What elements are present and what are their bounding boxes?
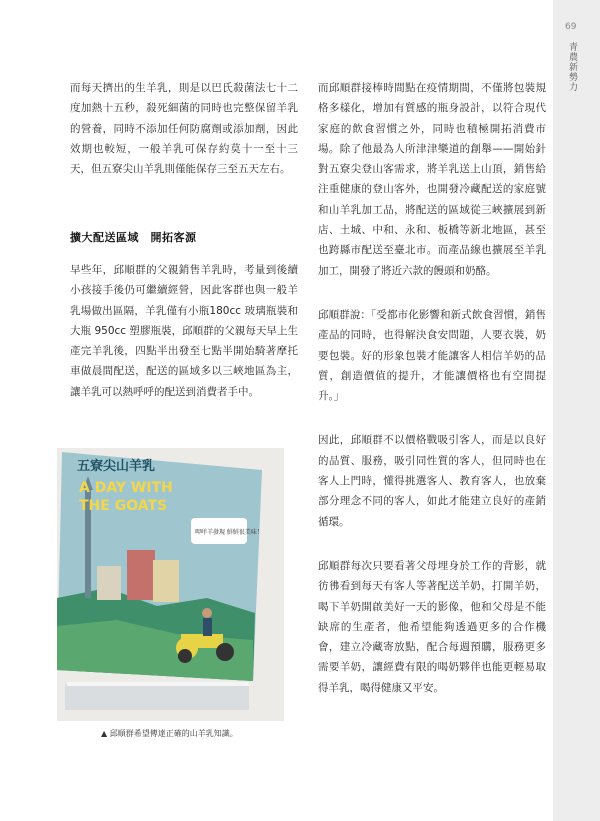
side-margin-bar — [553, 0, 600, 821]
left-column-lower — [70, 260, 298, 420]
book-title-cn: 五寮尖山羊乳 — [77, 459, 156, 474]
book-illustration — [57, 448, 284, 721]
paragraph: 因此，邱順群不以價格戰吸引客人，而是以良好的品質、服務，吸引同性質的客人，但同時也在客人上門時，懂得挑選客人、教育客人，也放棄部分理念不同的客人，如此才能建立良好的產銷循環。 — [318, 434, 546, 528]
left-column — [70, 78, 298, 197]
paragraph: 而邱順群接棒時間點在疫情期間，不僅將包裝規格多樣化，增加有質感的瓶身設計，以符合現代家庭的飲食習慣之外，同時也積極開拓消費市場。除了他最為人所津津樂道的創舉——開始針對五寮尖登山客需求，將羊乳送上山頂，銷售給注重健康的登山客外，也開發冷藏配送的家庭號和山羊乳加工品，將配送的區域從三峽擴展到新店、土城、中和、永和、板橋等新北地區，甚至也跨縣市配送至臺北市。而產品線也擴展至羊乳加工，開發了將近六款的饅頭和奶酪。 — [318, 82, 546, 277]
book-title-en-2: THE GOATS — [79, 498, 168, 514]
paragraph: 而每天擠出的生羊乳，則是以巴氏殺菌法七十二度加熱十五秒，殺死細菌的同時也完整保留羊乳的營養，同時不添加任何防腐劑或添加劑，因此效期也較短，一般羊乳可保存約莫十一至十三天，但五寮尖山羊乳則僅能保存三至五天左右。 — [70, 82, 298, 176]
book-tag: 呷咩羊發現 鮮鮮很美味！ — [195, 529, 263, 536]
right-column — [318, 78, 546, 716]
section-heading: 擴大配送區域 開拓客源 — [70, 231, 197, 244]
paragraph-quote: 邱順群說：「受都市化影響和新式飲食習慣，銷售產品的同時，也得解決食安問題，人要衣裝，奶要包裝。好的形象包裝才能讓客人相信羊奶的品質，創造價值的提升，才能讓價格也有空間提升。」 — [318, 308, 546, 403]
photo-caption: ▲ 邱順群希望傳達正確的山羊乳知識。 — [101, 729, 238, 738]
paragraph: 邱順群每次只要看著父母埋身於工作的背影，就彷彿看到每天有客人等著配送羊奶，打開羊奶，喝下羊奶開啟美好一天的影像，他和父母是不能缺席的生產者，他希望能夠透過更多的合作機會，建立冷藏寄放點，配合每週預購，服務更多需要羊奶，讓經費有限的喝奶夥伴也能更輕易取得羊乳，喝得健康又平安。 — [318, 559, 546, 694]
paragraph: 早些年，邱順群的父親銷售羊乳時，考量到後續小孩接手後仍可繼續經營，因此客群也與一般羊乳場做出區隔，羊乳僅有小瓶180cc 玻璃瓶裝和大瓶 950cc 塑膠瓶裝，邱順群的父親每天早上生產完羊乳後，四點半出發至七點半開始騎著摩托車做晨間配送，配送的區域多以三峽地區為主，讓羊乳可以熱呼呼的配送到消費者手中。 — [70, 264, 298, 398]
page-number: 69 — [565, 22, 577, 32]
section-title: 青農新勢力 — [567, 42, 577, 92]
book-title-en-1: A DAY WITH — [79, 480, 173, 496]
book-photo — [57, 448, 284, 721]
